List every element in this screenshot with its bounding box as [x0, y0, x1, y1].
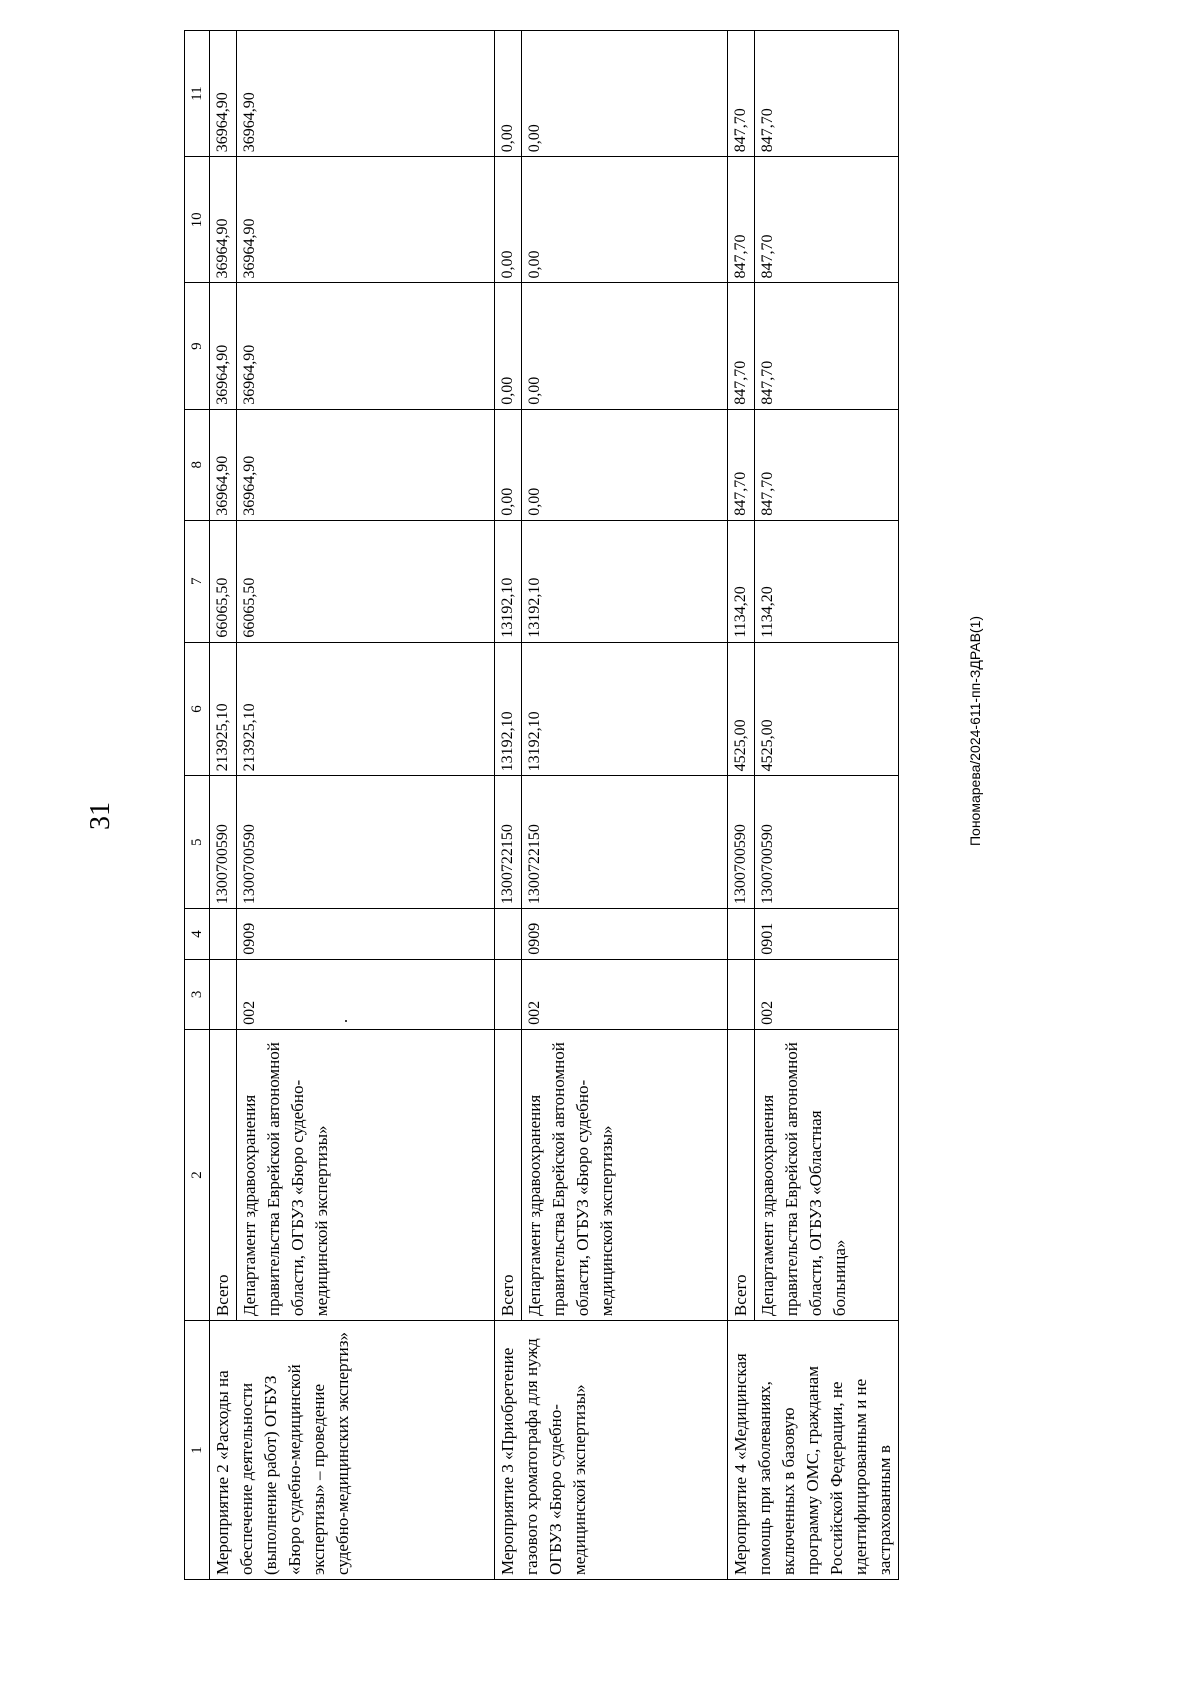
- cell-c4: 0901: [755, 909, 899, 960]
- cell-c4: 0909: [237, 909, 495, 960]
- page-number: 31: [85, 802, 116, 830]
- cell-c6: 4525,00: [728, 642, 755, 776]
- cell-c3: 002: [237, 959, 495, 1029]
- cell-c3: 002: [522, 959, 728, 1029]
- cell-c6: 4525,00: [755, 642, 899, 776]
- cell: [728, 909, 755, 960]
- cell-c8: 0,00: [522, 409, 728, 520]
- cell: [210, 959, 237, 1029]
- cell-c7: 66065,50: [210, 520, 237, 642]
- cell-c5: 1300700590: [728, 776, 755, 909]
- cell-c9: 36964,90: [237, 283, 495, 409]
- footer-document-id: Пономарева/2024-611-пп-ЗДРАВ(1): [967, 615, 983, 847]
- cell-c10: 0,00: [495, 157, 522, 283]
- cell-c10: 0,00: [522, 157, 728, 283]
- row-label: Всего: [210, 1029, 237, 1320]
- header-cell: 8: [185, 409, 210, 520]
- cell-c9: 847,70: [728, 283, 755, 409]
- cell: [495, 959, 522, 1029]
- cell-c5: 1300700590: [755, 776, 899, 909]
- budget-table: [184, 30, 899, 1580]
- cell-c10: 847,70: [728, 157, 755, 283]
- row-label: Всего: [728, 1029, 755, 1320]
- header-cell: 2: [185, 1029, 210, 1320]
- table-row-total: [495, 31, 522, 1580]
- cell-c6: 213925,10: [237, 642, 495, 776]
- table-header-row: [185, 31, 210, 1580]
- cell-c7: 1134,20: [728, 520, 755, 642]
- header-cell: 4: [185, 909, 210, 960]
- row-label: Всего: [495, 1029, 522, 1320]
- cell-c7: 13192,10: [522, 520, 728, 642]
- cell-c8: 847,70: [728, 409, 755, 520]
- cell-c8: 847,70: [755, 409, 899, 520]
- row-label: Департамент здравоохранения правительства Еврейской автономной области, ОГБУЗ «Бюро судебно-медицинской экспертизы»: [237, 1029, 495, 1320]
- cell: [728, 959, 755, 1029]
- row-label: Департамент здравоохранения правительства Еврейской автономной области, ОГБУЗ «Областная больница»: [755, 1029, 899, 1320]
- cell-c11: 36964,90: [210, 31, 237, 157]
- cell-c11: 36964,90: [237, 31, 495, 157]
- row-label: Департамент здравоохранения правительства Еврейской автономной области, ОГБУЗ «Бюро судебно-медицинской экспертизы»: [522, 1029, 728, 1320]
- cell-c11: 847,70: [728, 31, 755, 157]
- header-cell: 10: [185, 157, 210, 283]
- cell-c9: 0,00: [522, 283, 728, 409]
- cell-c10: 36964,90: [237, 157, 495, 283]
- header-cell: 7: [185, 520, 210, 642]
- cell-c4: 0909: [522, 909, 728, 960]
- cell-c11: 847,70: [755, 31, 899, 157]
- budget-table-container: [184, 30, 1006, 1580]
- cell-c7: 1134,20: [755, 520, 899, 642]
- cell-c5: 1300700590: [210, 776, 237, 909]
- cell-c8: 0,00: [495, 409, 522, 520]
- cell-c10: 847,70: [755, 157, 899, 283]
- header-cell: 5: [185, 776, 210, 909]
- cell-c8: 36964,90: [237, 409, 495, 520]
- cell-c9: 36964,90: [210, 283, 237, 409]
- cell-c3: 002: [755, 959, 899, 1029]
- header-cell: 3: [185, 959, 210, 1029]
- cell-c6: 213925,10: [210, 642, 237, 776]
- table-row-total: [728, 31, 755, 1580]
- header-cell: 11: [185, 31, 210, 157]
- header-cell: 9: [185, 283, 210, 409]
- cell-c6: 13192,10: [495, 642, 522, 776]
- cell-c7: 13192,10: [495, 520, 522, 642]
- table-row-total: [210, 31, 237, 1580]
- cell-c6: 13192,10: [522, 642, 728, 776]
- cell: [210, 909, 237, 960]
- cell: [495, 909, 522, 960]
- cell-c11: 0,00: [495, 31, 522, 157]
- activity-cell: Мероприятие 3 «Приобретение газового хроматографа для нужд ОГБУЗ «Бюро судебно-медицинской экспертизы»: [495, 1321, 728, 1580]
- activity-cell: Мероприятие 2 «Расходы на обеспечение деятельности (выполнение работ) ОГБУЗ «Бюро судебно-медицинской экспертизы» – проведение судебно-медицинских экспертиз»: [210, 1321, 495, 1580]
- cell-c7: 66065,50: [237, 520, 495, 642]
- cell-c10: 36964,90: [210, 157, 237, 283]
- cell-c8: 36964,90: [210, 409, 237, 520]
- cell-c11: 0,00: [522, 31, 728, 157]
- header-cell: 6: [185, 642, 210, 776]
- cell-c5: 1300722150: [495, 776, 522, 909]
- cell-c9: 0,00: [495, 283, 522, 409]
- header-cell: 1: [185, 1321, 210, 1580]
- activity-cell: Мероприятие 4 «Медицинская помощь при заболеваниях, включенных в базовую программу ОМС, гражданам Российской Федерации, не идентифицированным и не застрахованным в: [728, 1321, 899, 1580]
- cell-c5: 1300722150: [522, 776, 728, 909]
- cell-c5: 1300700590: [237, 776, 495, 909]
- cell-c9: 847,70: [755, 283, 899, 409]
